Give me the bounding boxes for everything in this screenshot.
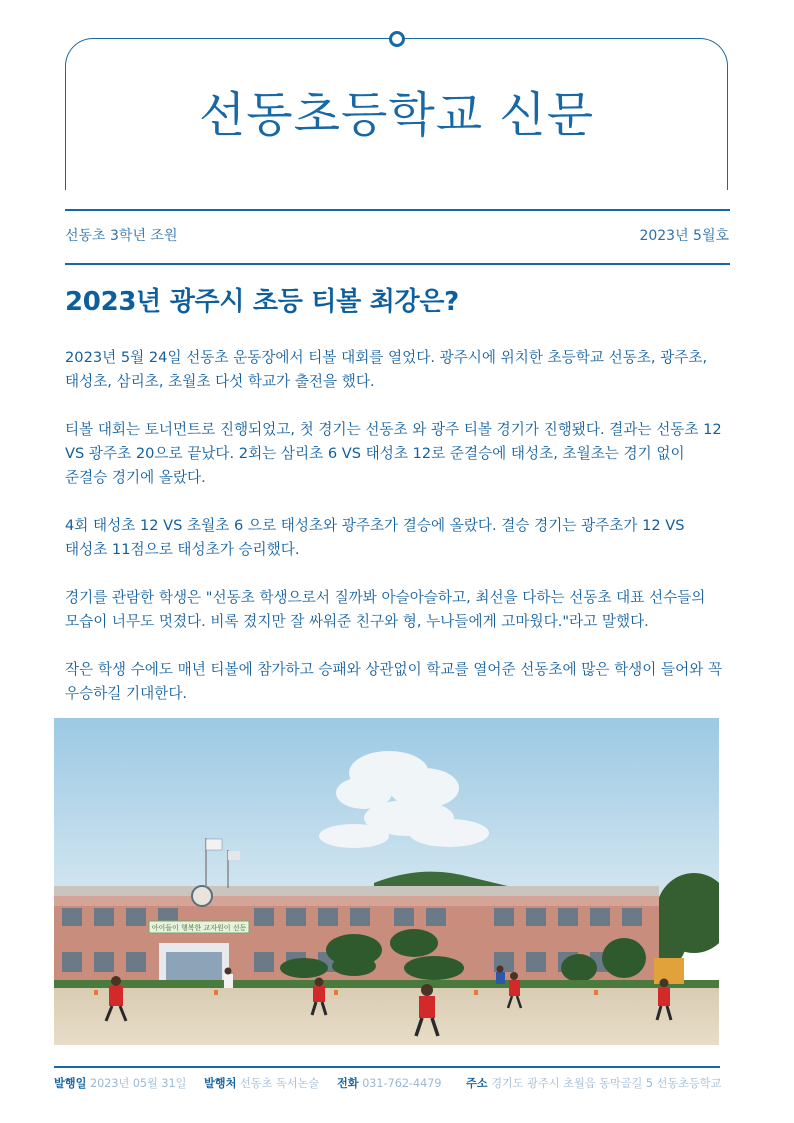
footer-phone-value: 031-762-4479 bbox=[362, 1077, 442, 1090]
schoolyard-photo-illustration bbox=[54, 718, 719, 1045]
masthead-ring-ornament bbox=[389, 31, 405, 47]
footer-divider bbox=[54, 1066, 720, 1068]
author-line: 선동초 3학년 조원 bbox=[65, 228, 178, 244]
flag-icon bbox=[206, 839, 222, 850]
article-photo bbox=[54, 718, 719, 1045]
divider-top bbox=[65, 209, 730, 211]
footer-address bbox=[466, 1076, 721, 1092]
footer-issued-value: 2023년 05월 31일 bbox=[89, 1077, 187, 1090]
newspaper-title: 선동초등학교 신문 bbox=[198, 87, 595, 143]
masthead-frame bbox=[65, 38, 728, 190]
footer-issued-label: 발행일 bbox=[54, 1077, 87, 1090]
footer-publisher bbox=[204, 1076, 319, 1092]
building-banner-text: 아이들이 행복한 교자원이 선동 bbox=[151, 924, 247, 932]
issue-date: 2023년 5월호 bbox=[639, 228, 729, 244]
article-headline: 2023년 광주시 초등 티볼 최강은? bbox=[65, 287, 459, 317]
article-body bbox=[65, 346, 731, 730]
article-paragraph: 경기를 관람한 학생은 "선동초 학생으로서 질까봐 아슬아슬하고, 최선을 다하는 선동초 대표 선수들의 모습이 너무도 멋졌다. 비록 졌지만 잘 싸워준 친구와 형, 누나들에게 고마웠다."라고 말했다. bbox=[65, 589, 706, 630]
footer-phone bbox=[337, 1076, 441, 1092]
footer-address-value: 경기도 광주시 초월읍 동막골길 5 선동초등학교 bbox=[491, 1077, 722, 1090]
article-paragraph: 2023년 5월 24일 선동초 운동장에서 티볼 대회를 열었다. 광주시에 위치한 초등학교 선동초, 광주초, 태성초, 삼리초, 초월초 다섯 학교가 출전을 했다. bbox=[65, 349, 708, 390]
footer-address-label: 주소 bbox=[466, 1077, 488, 1090]
footer-publisher-value: 선동초 독서논술 bbox=[239, 1077, 320, 1090]
footer-phone-label: 전화 bbox=[337, 1077, 359, 1090]
article-paragraph: 작은 학생 수에도 매년 티볼에 참가하고 승패와 상관없이 학교를 열어준 선동초에 많은 학생이 들어와 꼭 우승하길 기대한다. bbox=[65, 661, 723, 702]
clock-icon bbox=[192, 886, 212, 906]
footer-publisher-label: 발행처 bbox=[204, 1077, 237, 1090]
article-paragraph: 4회 태성초 12 VS 초월초 6 으로 태성초와 광주초가 결승에 올랐다. 결승 경기는 광주초가 12 VS 태성초 11점으로 태성초가 승리했다. bbox=[65, 517, 685, 558]
divider-bottom bbox=[65, 263, 730, 265]
article-paragraph: 티볼 대회는 토너먼트로 진행되었고, 첫 경기는 선동초 와 광주 티볼 경기가 진행됐다. 결과는 선동초 12 VS 광주초 20으로 끝났다. 2회는 삼리초 6 VS 태성초 12로 준결승에 태성초, 초월초는 경기 없이 준결승 경기에 올랐다. bbox=[65, 421, 722, 486]
footer-issued bbox=[54, 1076, 186, 1092]
